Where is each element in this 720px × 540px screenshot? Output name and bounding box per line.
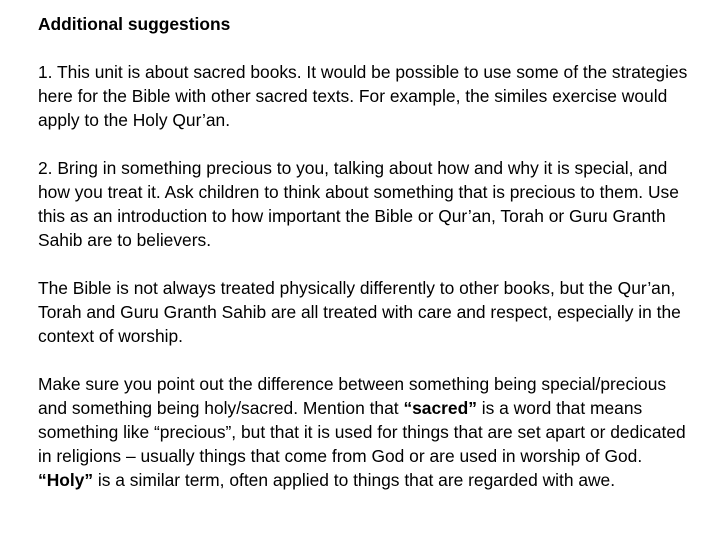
section-heading: Additional suggestions xyxy=(38,14,231,34)
paragraph-suggestion-1: 1. This unit is about sacred books. It would be possible to use some of the strategies here for the Bible with other sacred texts. For example, the similes exercise would apply to the Holy Qur’an. xyxy=(38,62,688,130)
term-sacred: “sacred” xyxy=(403,398,477,418)
document-page xyxy=(38,12,698,492)
paragraph-text-part-3: is a similar term, often applied to things that are regarded with awe. xyxy=(93,470,616,490)
paragraph-text-part-1: Make sure you point out the difference between something being special/precious and something being holy/sacred. Mention that xyxy=(38,374,667,418)
paragraph-sacred-holy xyxy=(38,372,698,492)
paragraph-bible-treatment: The Bible is not always treated physically differently to other books, but the Qur’an, Torah and Guru Granth Sahib are all treated with care and respect, especially in the context of worship. xyxy=(38,278,681,346)
paragraph-text-part-2: is a word that means something like “precious”, but that it is used for things that are set apart or dedicated in religions – usually things that come from God or are used in worship of God. xyxy=(38,398,686,466)
term-holy: “Holy” xyxy=(38,470,94,490)
paragraph-suggestion-2: 2. Bring in something precious to you, talking about how and why it is special, and how you treat it. Ask children to think about something that is precious to them. Use this as an introduction to how important the Bible or Qur’an, Torah or Guru Granth Sahib are to believers. xyxy=(38,158,679,250)
